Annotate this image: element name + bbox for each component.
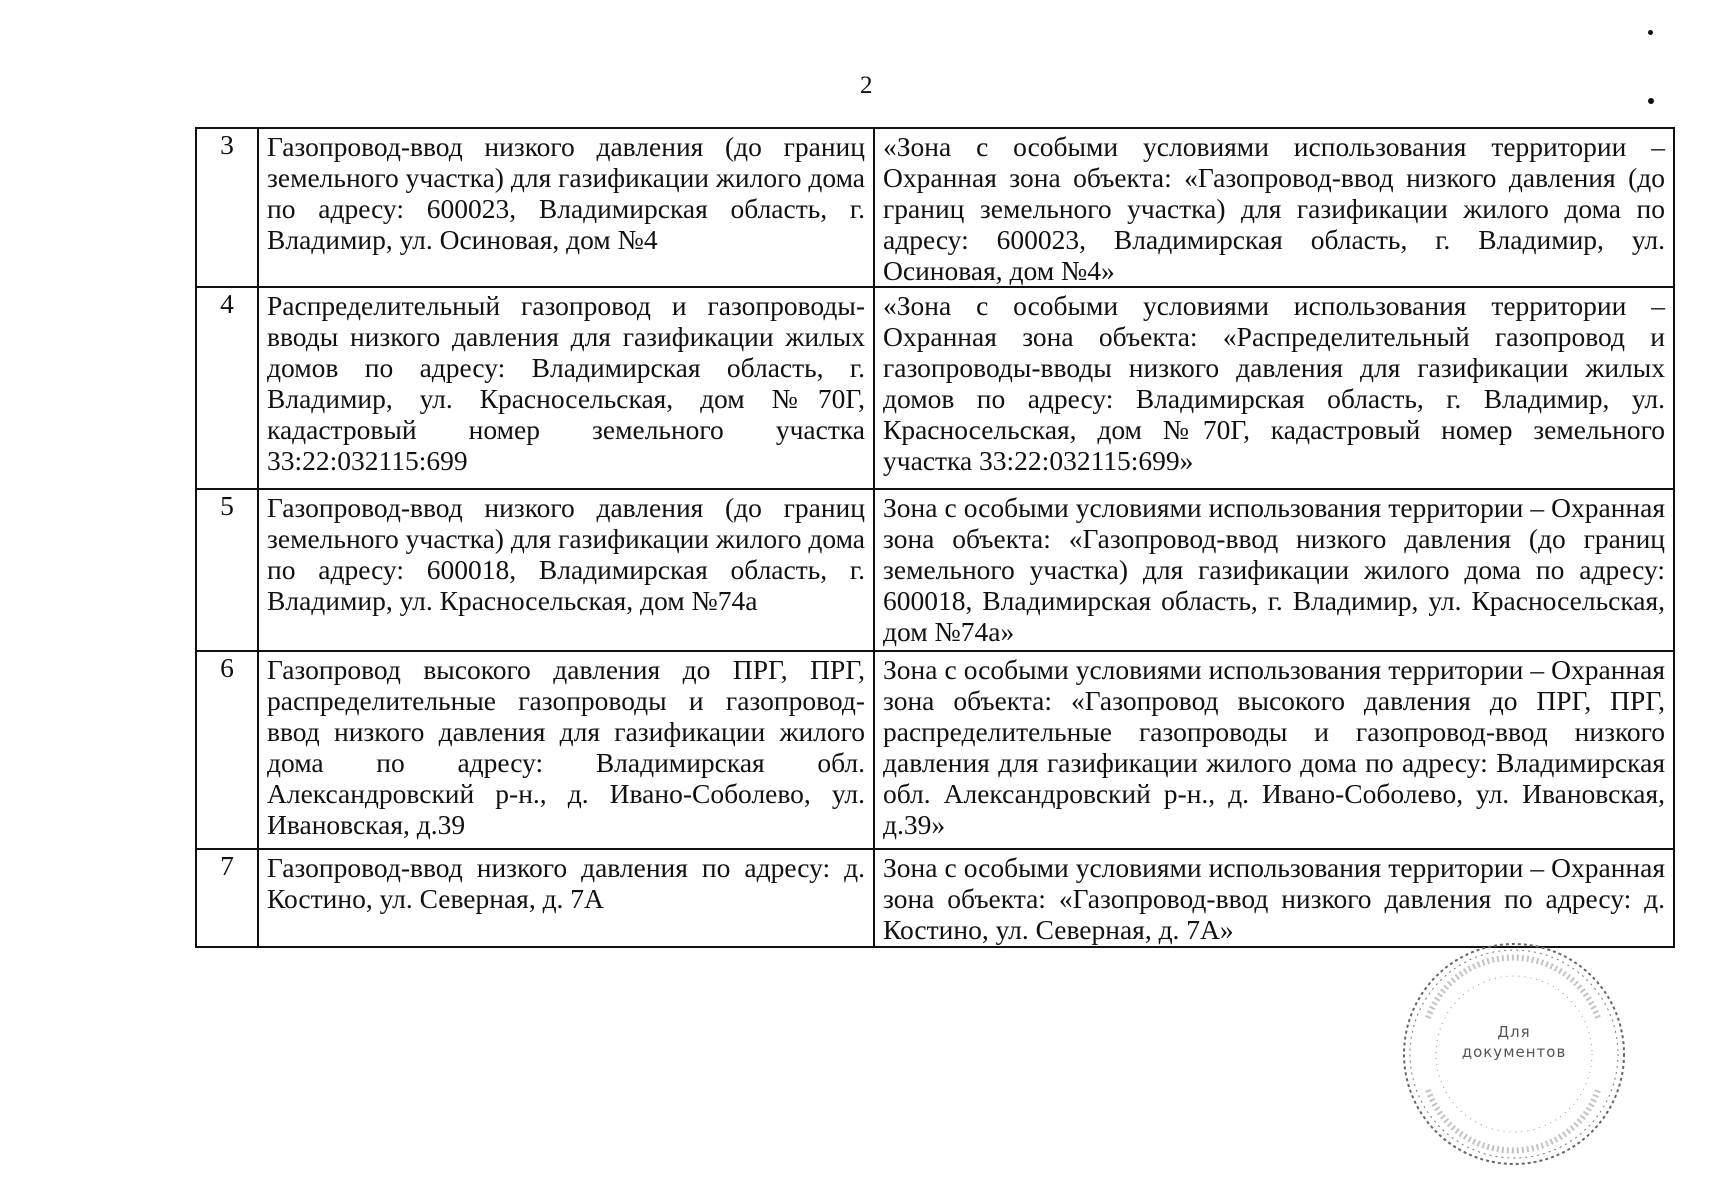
object-description: Газопровод высокого давления до ПРГ, ПРГ, распределительные газопроводы и газопровод-ввод низкого давления для газификации жилого дома по адресу: Владимирская обл. Александровский р-н., д. Ивано-Соболево, ул. Ивановская, д.39 bbox=[258, 651, 874, 849]
row-number: 3 bbox=[196, 128, 258, 287]
stamp-line: Для bbox=[1497, 1023, 1531, 1041]
object-description: Газопровод-ввод низкого давления (до границ земельного участка) для газификации жилого дома по адресу: 600023, Владимирская область, г. Владимир, ул. Осиновая, дом №4 bbox=[258, 128, 874, 287]
zone-description: Зона с особыми условиями использования территории – Охранная зона объекта: «Газопровод-ввод низкого давления по адресу: д. Костино, ул. Северная, д. 7А» bbox=[874, 849, 1674, 947]
zone-description: Зона с особыми условиями использования территории – Охранная зона объекта: «Газопровод высокого давления до ПРГ, ПРГ, распределительные газопроводы и газопровод-ввод низкого давления для газификации жилого дома по адресу: Владимирская обл. Александровский р-н., д. Ивано-Соболево, ул. Ивановская, д.39» bbox=[874, 651, 1674, 849]
row-number: 6 bbox=[196, 651, 258, 849]
scan-speck bbox=[1648, 98, 1654, 104]
stamp-line: документов bbox=[1461, 1043, 1567, 1061]
object-description: Газопровод-ввод низкого давления (до границ земельного участка) для газификации жилого дома по адресу: 600018, Владимирская область, г. Владимир, ул. Красносельская, дом №74а bbox=[258, 489, 874, 651]
stamp-text bbox=[1398, 1022, 1630, 1062]
table-row bbox=[196, 287, 1674, 489]
table-row bbox=[196, 489, 1674, 651]
zone-description: «Зона с особыми условиями использования территории – Охранная зона объекта: «Распределительный газопровод и газопроводы-вводы низкого давления для газификации жилых домов по адресу: Владимирская область, г. Владимир, ул. Красносельская, дом №70Г, кадастровый номер земельного участка 33:22:032115:699» bbox=[874, 287, 1674, 489]
row-number: 4 bbox=[196, 287, 258, 489]
row-number: 7 bbox=[196, 849, 258, 947]
zone-description: «Зона с особыми условиями использования территории – Охранная зона объекта: «Газопровод-ввод низкого давления (до границ земельного участка) для газификации жилого дома по адресу: 600023, Владимирская область, г. Владимир, ул. Осиновая, дом №4» bbox=[874, 128, 1674, 287]
table-row bbox=[196, 849, 1674, 947]
table-row bbox=[196, 128, 1674, 287]
scan-speck bbox=[1648, 30, 1653, 35]
table-row bbox=[196, 651, 1674, 849]
row-number: 5 bbox=[196, 489, 258, 651]
page-number: 2 bbox=[860, 72, 873, 99]
zones-table bbox=[195, 127, 1675, 948]
zone-description: Зона с особыми условиями использования территории – Охранная зона объекта: «Газопровод-ввод низкого давления (до границ земельного участка) для газификации жилого дома по адресу: 600018, Владимирская область, г. Владимир, ул. Красносельская, дом №74а» bbox=[874, 489, 1674, 651]
object-description: Распределительный газопровод и газопроводы-вводы низкого давления для газификации жилых домов по адресу: Владимирская область, г. Владимир, ул. Красносельская, дом №70Г, кадастровый номер земельного участка 33:22:032115:699 bbox=[258, 287, 874, 489]
object-description: Газопровод-ввод низкого давления по адресу: д. Костино, ул. Северная, д. 7А bbox=[258, 849, 874, 947]
